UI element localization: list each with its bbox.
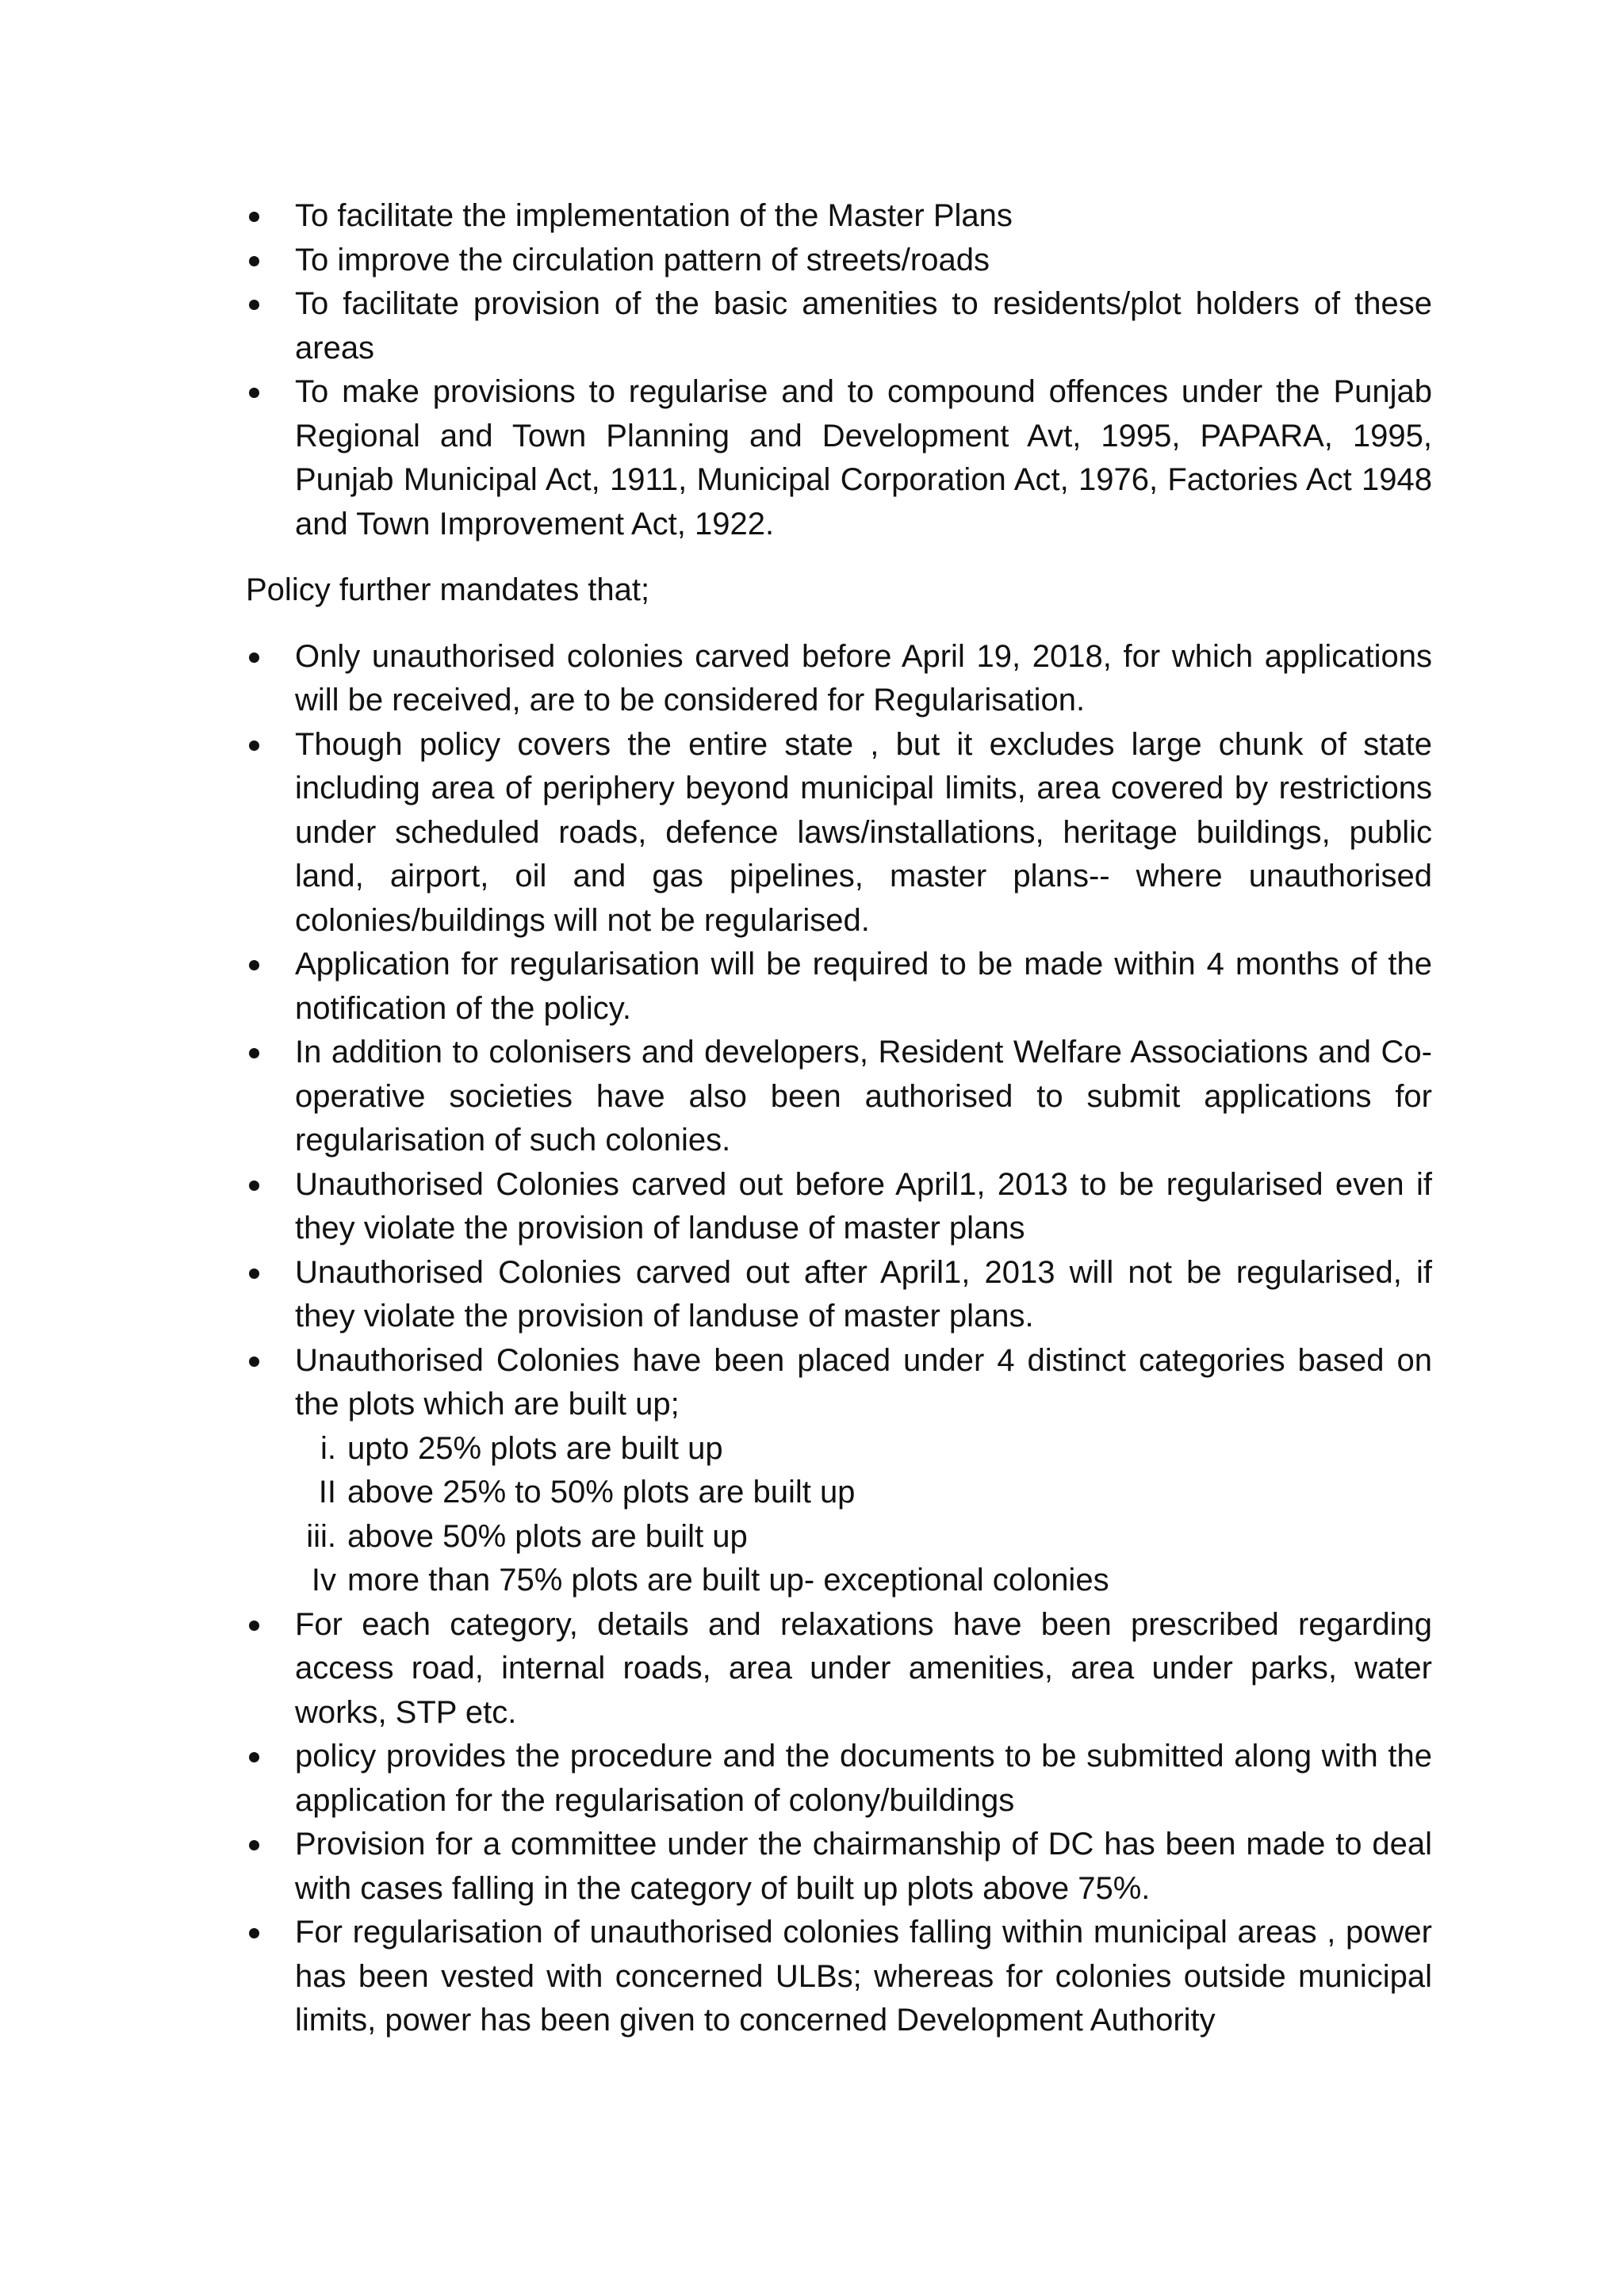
bullet-icon xyxy=(249,388,259,398)
bullet-icon xyxy=(249,960,259,970)
bullet-icon xyxy=(249,1357,259,1367)
list-item-text: Though policy covers the entire state , but it excludes large chunk of state including area of periphery beyond municipal limits, area covered by restrictions under scheduled roads, defence laws/installations, heritage buildings, public land, airport, oil and gas pipelines, master plans-- where unauthorised colonies/buildings will not be regularised. xyxy=(295,726,1432,938)
bullet-icon xyxy=(249,1269,259,1279)
bullet-icon xyxy=(249,652,259,663)
list-item-text: In addition to colonisers and developers, Resident Welfare Associations and Co-operative societies have also been authorised to submit applications for regularisation of such colonies. xyxy=(295,1035,1432,1158)
list-item-text: Application for regularisation will be required to be made within 4 months of the notification of the policy. xyxy=(295,947,1432,1026)
category-item xyxy=(295,1559,1432,1603)
list-item-text: Only unauthorised colonies carved before April 19, 2018, for which applications will be received, are to be considered for Regularisation. xyxy=(295,638,1432,718)
list-item xyxy=(246,194,1432,239)
list-item xyxy=(246,1339,1432,1603)
list-item-text: Unauthorised Colonies carved out before April1, 2013 to be regularised even if they violate the provision of landuse of master plans xyxy=(295,1166,1432,1246)
list-item-text: To make provisions to regularise and to compound offences under the Punjab Regional and Town Planning and Development Avt, 1995, PAPARA, 1995, Punjab Municipal Act, 1911, Municipal Corporation Act, 1976, Factories Act 1948 and Town Improvement Act, 1922. xyxy=(295,374,1432,541)
bullet-icon xyxy=(249,1928,259,1938)
intro-paragraph: Policy further mandates that; xyxy=(246,572,650,607)
list-item-text: Unauthorised Colonies carved out after April1, 2013 will not be regularised, if they violate the provision of landuse of master plans. xyxy=(295,1254,1432,1334)
list-item-text: To improve the circulation pattern of streets/roads xyxy=(295,242,990,277)
list-item xyxy=(246,1031,1432,1163)
category-number: iii. xyxy=(306,1518,336,1554)
list-item xyxy=(246,635,1432,723)
document-body xyxy=(246,194,1432,2043)
category-number: i. xyxy=(320,1430,336,1466)
bullet-icon xyxy=(249,256,259,266)
list-item-text: Unauthorised Colonies have been placed under 4 distinct categories based on the plots which are built up; xyxy=(295,1342,1432,1422)
category-item xyxy=(295,1427,1432,1471)
category-number: Iv xyxy=(311,1563,336,1598)
list-item xyxy=(246,1911,1432,2043)
list-item-text: Provision for a committee under the chairmanship of DC has been made to deal with cases falling in the category of built up plots above 75%. xyxy=(295,1827,1432,1906)
bullet-icon xyxy=(249,1181,259,1191)
bullet-icon xyxy=(249,1840,259,1850)
category-text: above 25% to 50% plots are built up xyxy=(347,1475,856,1510)
category-item xyxy=(295,1515,1432,1559)
bullet-icon xyxy=(249,212,259,222)
category-text: above 50% plots are built up xyxy=(347,1518,748,1554)
list-item xyxy=(246,1163,1432,1251)
bullet-icon xyxy=(249,1621,259,1631)
bullet-icon xyxy=(249,300,259,310)
list-item-text: policy provides the procedure and the documents to be submitted along with the application for the regularisation of colony/buildings xyxy=(295,1739,1432,1818)
category-text: more than 75% plots are built up- exceptional colonies xyxy=(347,1563,1109,1598)
category-item xyxy=(295,1471,1432,1515)
list-item-text: For each category, details and relaxations have been prescribed regarding access road, internal roads, area under amenities, area under parks, water works, STP etc. xyxy=(295,1606,1432,1730)
list-item xyxy=(246,370,1432,546)
list-item xyxy=(246,943,1432,1031)
bullet-icon xyxy=(249,1048,259,1058)
category-text: upto 25% plots are built up xyxy=(347,1430,723,1466)
list-item xyxy=(246,1823,1432,1911)
list-item xyxy=(246,1735,1432,1823)
bullet-icon xyxy=(249,1752,259,1762)
mandates-list xyxy=(246,635,1432,2043)
bullet-icon xyxy=(249,740,259,751)
list-item-text: To facilitate provision of the basic amenities to residents/plot holders of these areas xyxy=(295,286,1432,365)
category-number: II xyxy=(318,1475,336,1510)
list-item xyxy=(246,1251,1432,1339)
objectives-list xyxy=(246,194,1432,546)
list-item-text: For regularisation of unauthorised colonies falling within municipal areas , power has been vested with concerned ULBs; whereas for colonies outside municipal limits, power has been given to concerned Development Authority xyxy=(295,1915,1432,2038)
list-item xyxy=(246,1603,1432,1735)
list-item-text: To facilitate the implementation of the Master Plans xyxy=(295,198,1013,233)
list-item xyxy=(246,723,1432,943)
list-item xyxy=(246,239,1432,283)
category-list xyxy=(295,1427,1432,1603)
list-item xyxy=(246,282,1432,370)
